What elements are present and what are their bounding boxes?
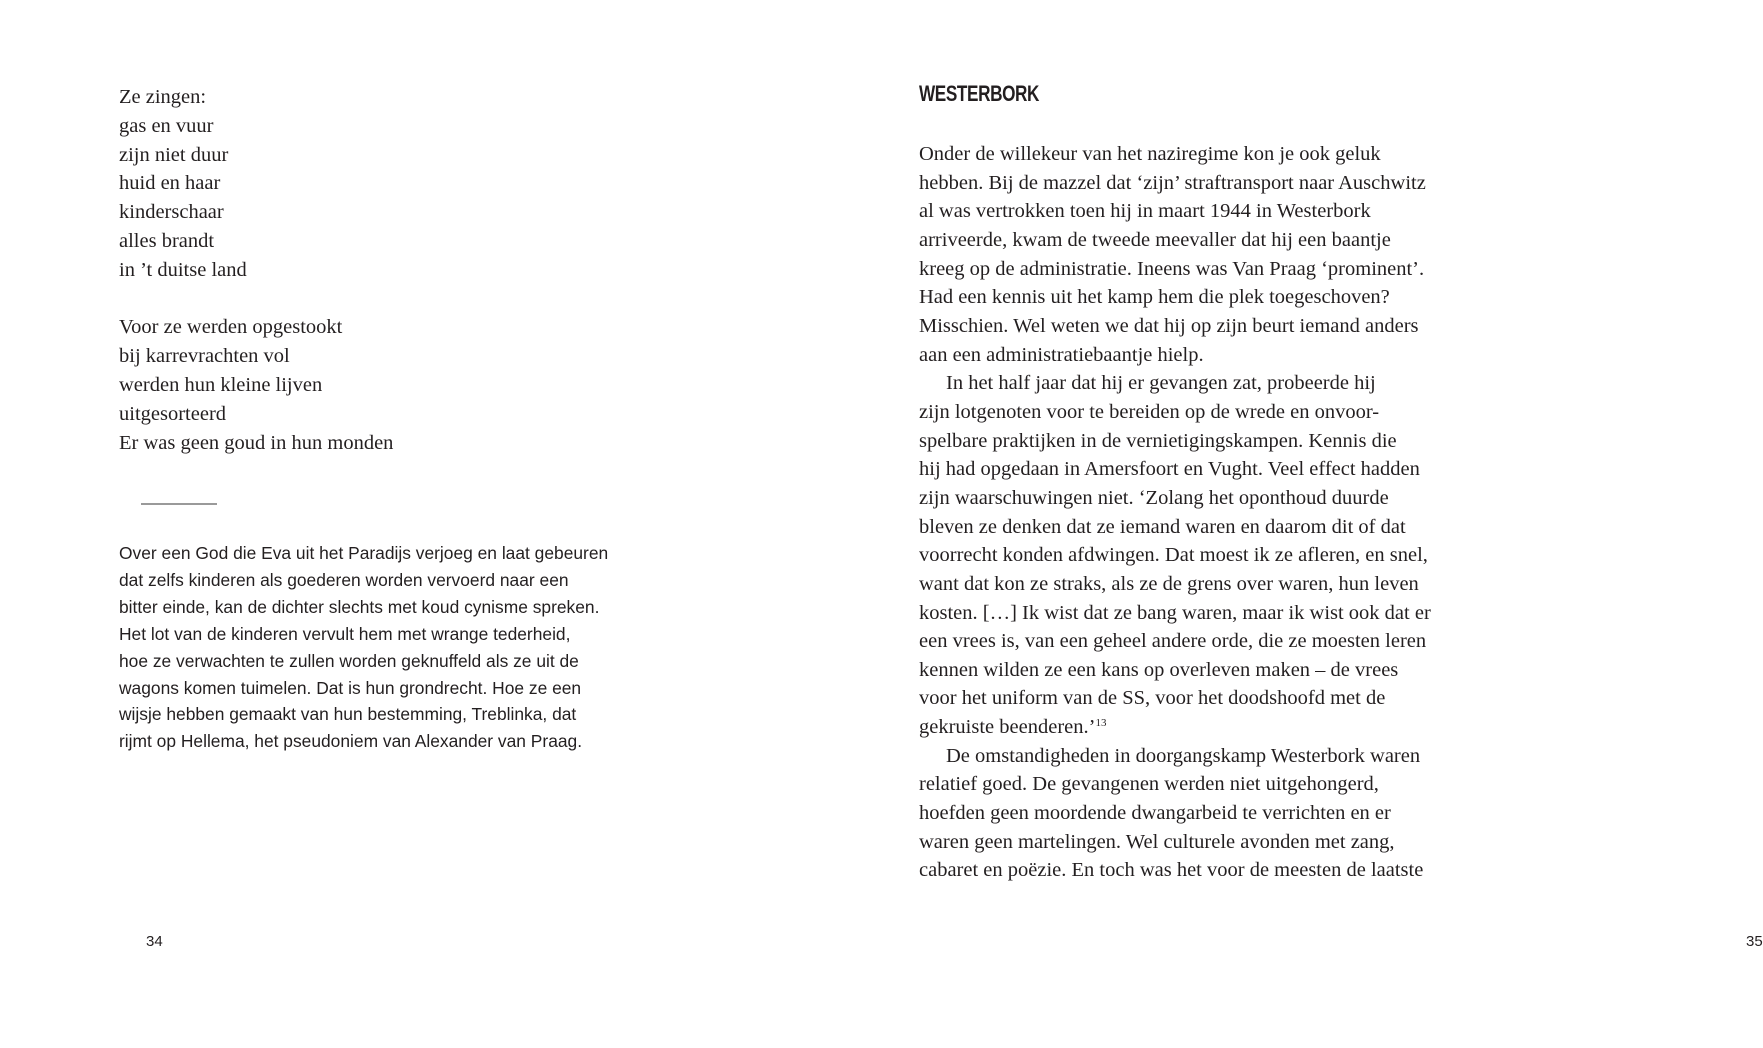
commentary-paragraph [119,540,609,755]
body-line-text: hoefden geen moordende dwangarbeid te verrichten en er [919,802,1391,825]
body-line [919,856,1459,885]
body-line [919,627,1459,656]
body-line-text: aan een administratiebaantje hielp. [919,343,1204,366]
body-line-text: kreeg op de administratie. Ineens was Van Praag ‘prominent’. [919,257,1425,280]
poem-line: uitgesorteerd [119,402,227,425]
body-line [919,169,1459,198]
body-line [919,398,1459,427]
poem-line: zijn niet duur [119,143,229,166]
poem-line: bij karrevrachten vol [119,345,290,368]
poem-line: gas en vuur [119,114,214,137]
body-line [919,684,1459,713]
body-line [919,828,1459,857]
section-divider [141,503,217,505]
body-line-text: bleven ze denken dat ze iemand waren en daarom dit of dat [919,515,1406,538]
body-line [919,197,1459,226]
footnote-marker: 13 [1095,717,1107,730]
body-line-text: kennen wilden ze een kans op overleven maken – de vrees [919,658,1399,681]
body-line [919,656,1459,685]
body-text [919,140,1459,885]
body-line [919,484,1459,513]
poem-line: kinderschaar [119,201,224,224]
poem-stanza-2 [119,313,393,457]
commentary-line: hoe ze verwachten te zullen worden geknuffeld als ze uit de [119,650,579,671]
body-line-text: waren geen martelingen. Wel culturele avonden met zang, [919,830,1395,853]
page-number-left: 34 [146,933,163,950]
body-line-text: zijn waarschuwingen niet. ‘Zolang het oponthoud duurde [919,486,1389,509]
body-line-text: want dat kon ze straks, als ze de grens over waren, hun leven [919,572,1419,595]
body-line [919,140,1459,169]
body-line-text: al was vertrokken toen hij in maart 1944 in Westerbork [919,200,1371,223]
body-line-text: hebben. Bij de mazzel dat ‘zijn’ straftransport naar Auschwitz [919,171,1426,194]
body-line [919,226,1459,255]
body-line-text: De omstandigheden in doorgangskamp Westerbork waren [946,744,1421,767]
poem [119,83,393,486]
body-line-text: voor het uniform van de SS, voor het doodshoofd met de [919,687,1386,710]
commentary-line: Het lot van de kinderen vervult hem met wrange tederheid, [119,623,571,644]
body-line [919,255,1459,284]
body-line-text: zijn lotgenoten voor te bereiden op de wrede en onvoor- [919,400,1380,423]
body-line-text: In het half jaar dat hij er gevangen zat, probeerde hij [946,372,1376,395]
poem-line: in ’t duitse land [119,258,247,281]
body-line [919,455,1459,484]
body-line [919,742,1459,771]
commentary-line: rijmt op Hellema, het pseudoniem van Alexander van Praag. [119,731,583,752]
body-line [919,341,1459,370]
body-line-text: Onder de willekeur van het naziregime kon je ook geluk [919,143,1381,165]
body-line-text: een vrees is, van een geheel andere orde, die ze moesten leren [919,630,1427,653]
body-line [919,599,1459,628]
poem-line: alles brandt [119,229,215,252]
commentary-line: dat zelfs kinderen als goederen worden vervoerd naar een [119,569,569,590]
commentary-line: bitter einde, kan de dichter slechts met koud cynisme spreken. [119,596,600,617]
body-line [919,770,1459,799]
body-line [919,570,1459,599]
body-line-text: hij had opgedaan in Amersfoort en Vught. Veel effect hadden [919,458,1420,481]
page-number-right: 35 [1746,933,1763,950]
body-line-text: kosten. […] Ik wist dat ze bang waren, maar ik wist ook dat er [919,601,1431,624]
body-line [919,513,1459,542]
body-line-text: spelbare praktijken in de vernietigingskampen. Kennis die [919,429,1397,452]
body-line-text: gekruiste beenderen.’ [919,716,1096,739]
poem-line: werden hun kleine lijven [119,373,323,396]
body-line-text: relatief goed. De gevangenen werden niet uitgehongerd, [919,773,1379,796]
body-line [919,369,1459,398]
poem-line: Ze zingen: [119,86,207,108]
body-line [919,427,1459,456]
body-line-text: arriveerde, kwam de tweede meevaller dat hij een baantje [919,228,1391,251]
commentary-line: wagons komen tuimelen. Dat is hun grondrecht. Hoe ze een [119,677,582,698]
poem-stanza-1 [119,83,393,285]
body-line-text: voorrecht konden afdwingen. Dat moest ik ze afleren, en snel, [919,544,1428,567]
left-page [0,0,800,1048]
body-line-text: Had een kennis uit het kamp hem die plek toegeschoven? [919,286,1390,309]
body-line-text: Misschien. Wel weten we dat hij op zijn beurt iemand anders [919,314,1419,337]
poem-line: Er was geen goud in hun monden [119,431,394,454]
body-line [919,312,1459,341]
body-line [919,541,1459,570]
chapter-title: WESTERBORK [919,81,1040,106]
commentary-line: wijsje hebben gemaakt van hun bestemming, Treblinka, dat [119,704,577,725]
body-line [919,713,1459,742]
poem-line: Voor ze werden opgestookt [119,316,343,339]
body-line [919,799,1459,828]
body-line-text: cabaret en poëzie. En toch was het voor de meesten de laatste [919,859,1424,882]
commentary-line: Over een God die Eva uit het Paradijs verjoeg en laat gebeuren [119,543,609,563]
body-line [919,283,1459,312]
poem-line: huid en haar [119,172,221,195]
